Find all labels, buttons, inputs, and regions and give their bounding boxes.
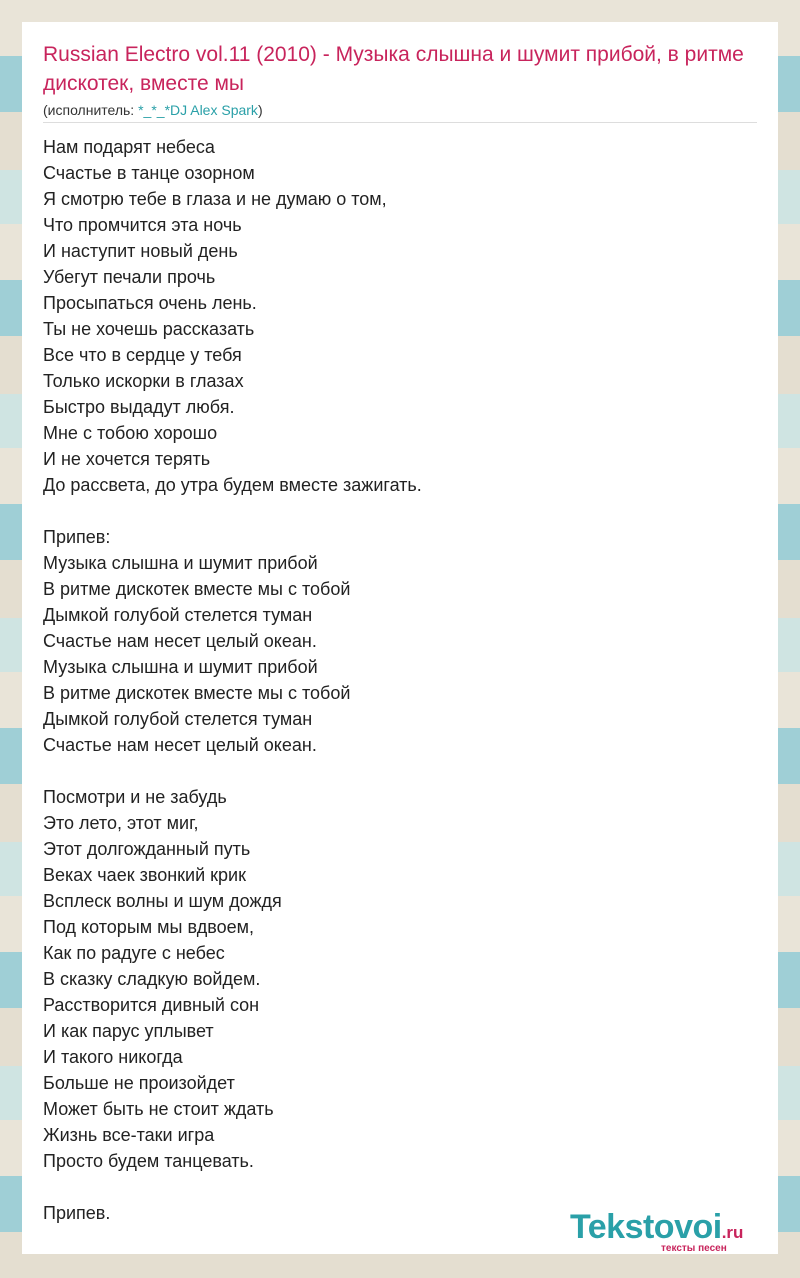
lyrics-line: Больше не произойдет bbox=[43, 1073, 235, 1093]
lyrics-line: Счастье нам несет целый океан. bbox=[43, 631, 317, 651]
lyrics-line: Всплеск волны и шум дождя bbox=[43, 891, 282, 911]
lyrics-line: Я смотрю тебе в глаза и не думаю о том, bbox=[43, 189, 387, 209]
lyrics-line: Как по радуге с небес bbox=[43, 943, 225, 963]
lyrics-line: Припев: bbox=[43, 527, 111, 547]
lyrics-line: Счастье нам несет целый океан. bbox=[43, 735, 317, 755]
lyrics-line: Расстворится дивный сон bbox=[43, 995, 260, 1015]
lyrics-stanza bbox=[43, 784, 763, 1174]
lyrics-line: В сказку сладкую войдем. bbox=[43, 969, 261, 989]
artist-link[interactable]: *_*_*DJ Alex Spark bbox=[138, 102, 258, 118]
lyrics-line: И наступит новый день bbox=[43, 241, 238, 261]
lyrics-line: Может быть не стоит ждать bbox=[43, 1099, 274, 1119]
artist-prefix: (исполнитель: bbox=[43, 102, 139, 118]
lyrics-line: Убегут печали прочь bbox=[43, 267, 216, 287]
lyrics-line: Просыпаться очень лень. bbox=[43, 293, 257, 313]
lyrics-stanza bbox=[43, 134, 763, 498]
lyrics-line: Только искорки в глазах bbox=[43, 371, 244, 391]
lyrics-line: Что промчится эта ночь bbox=[43, 215, 242, 235]
artist-suffix: ) bbox=[257, 102, 263, 118]
lyrics-line: Дымкой голубой стелется туман bbox=[43, 605, 313, 625]
lyrics-line: Все что в сердце у тебя bbox=[43, 345, 242, 365]
lyrics-line: Ты не хочешь рассказать bbox=[43, 319, 255, 339]
lyrics-line: До рассвета, до утра будем вместе зажигать. bbox=[43, 475, 422, 495]
lyrics-line: Музыка слышна и шумит прибой bbox=[43, 553, 318, 573]
lyrics-line: Музыка слышна и шумит прибой bbox=[43, 657, 318, 677]
lyrics-line: Быстро выдадут любя. bbox=[43, 397, 235, 417]
lyrics-line: И такого никогда bbox=[43, 1047, 183, 1067]
lyrics-line: Веках чаек звонкий крик bbox=[43, 865, 246, 885]
logo-tagline: тексты песен bbox=[661, 1243, 727, 1254]
lyrics-line: В ритме дискотек вместе мы с тобой bbox=[43, 579, 351, 599]
lyrics-line: Мне с тобою хорошо bbox=[43, 423, 218, 443]
lyrics-card bbox=[22, 22, 778, 1254]
lyrics-line: Жизнь все-таки игра bbox=[43, 1125, 215, 1145]
lyrics-line: Этот долгожданный путь bbox=[43, 839, 251, 859]
lyrics-body bbox=[43, 134, 763, 1252]
lyrics-line: Под которым мы вдвоем, bbox=[43, 917, 255, 937]
lyrics-line: И не хочется терять bbox=[43, 449, 211, 469]
logo-tld: .ru bbox=[721, 1223, 744, 1242]
title-divider bbox=[43, 122, 757, 123]
lyrics-line: Припев. bbox=[43, 1203, 111, 1223]
artist-line bbox=[43, 102, 263, 118]
lyrics-line: В ритме дискотек вместе мы с тобой bbox=[43, 683, 351, 703]
lyrics-line: Дымкой голубой стелется туман bbox=[43, 709, 313, 729]
lyrics-line: Посмотри и не забудь bbox=[43, 787, 227, 807]
site-logo[interactable] bbox=[570, 1208, 770, 1254]
lyrics-line: Это лето, этот миг, bbox=[43, 813, 199, 833]
lyrics-line: Просто будем танцевать. bbox=[43, 1151, 254, 1171]
logo-word: Tekstovoi bbox=[570, 1208, 722, 1246]
page-title: Russian Electro vol.11 (2010) - Музыка слышна и шумит прибой, в ритме дискотек, вместе мы bbox=[43, 43, 744, 95]
lyrics-line: Нам подарят небеса bbox=[43, 137, 215, 157]
lyrics-line: И как парус уплывет bbox=[43, 1021, 214, 1041]
lyrics-line: Счастье в танце озорном bbox=[43, 163, 255, 183]
lyrics-stanza bbox=[43, 524, 763, 758]
